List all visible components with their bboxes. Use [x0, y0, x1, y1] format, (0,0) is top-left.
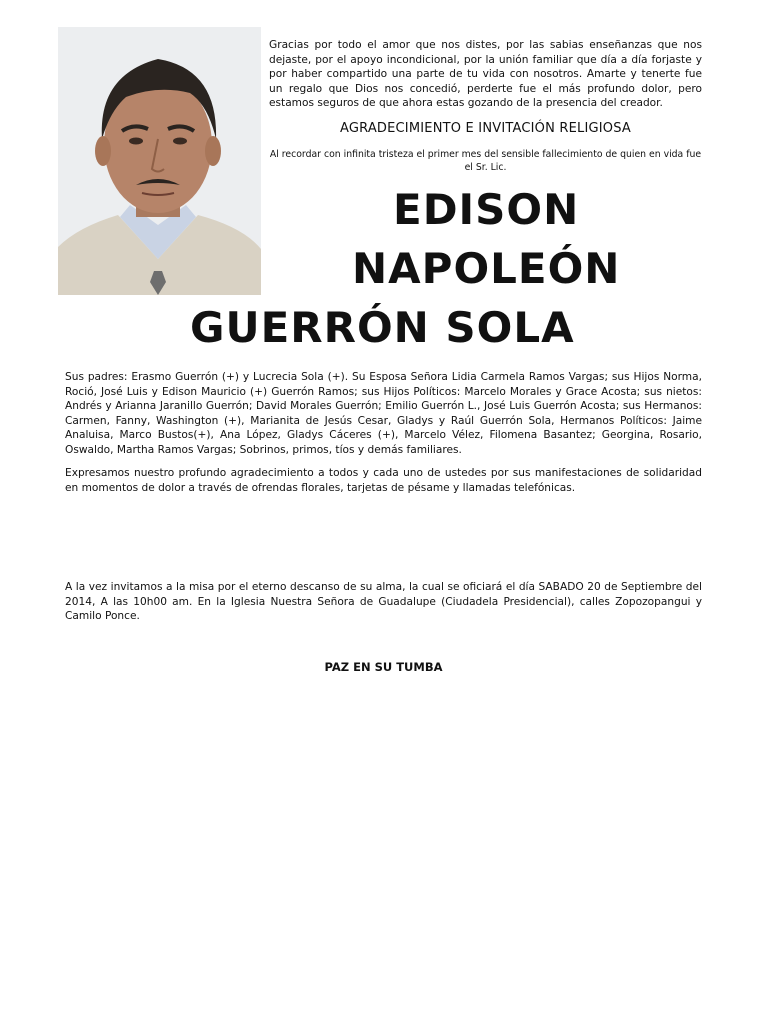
thanks-paragraph: Expresamos nuestro profundo agradecimiento a todos y cada uno de ustedes por sus manifestaciones de solidaridad en momentos de dolor a través de ofrendas florales, tarjetas de pésame y llamadas telefónicas.: [65, 467, 702, 494]
portrait-photo: [58, 27, 261, 295]
mass-paragraph: A la vez invitamos a la misa por el eterno descanso de su alma, la cual se oficiará el día SABADO 20 de Septiembre del 2014, A las 10h00 am. En la Iglesia Nuestra Señora de Guadalupe (Ciudadela Presidencial), calles Zopozopangui y Camilo Ponce.: [65, 581, 702, 623]
name-line-2: NAPOLEÓN: [352, 244, 621, 293]
closing-text: PAZ EN SU TUMBA: [324, 660, 443, 674]
intro-text: Gracias por todo el amor que nos distes, por las sabias enseñanzas que nos dejaste, por el apoyo incondicional, por la unión familiar que día a día forjaste y por haber compartido una parte de tu vida con nosotros. Amarte y tenerte fue un regalo que Dios nos concedió, perderte fue el más profundo dolor, pero estamos seguros de que ahora estas gozando de la presencia del creador.: [269, 39, 702, 110]
name-line-3: GUERRÓN SOLA: [190, 303, 575, 352]
section-heading: AGRADECIMIENTO E INVITACIÓN RELIGIOSA: [339, 121, 632, 136]
name-line-1: EDISON: [393, 185, 580, 234]
remembrance-text: Al recordar con infinita tristeza el primer mes del sensible fallecimiento de quien en vida fue el Sr. Lic.: [269, 149, 702, 174]
family-paragraph: Sus padres: Erasmo Guerrón (+) y Lucrecia Sola (+). Su Esposa Señora Lidia Carmela Ramos Vargas; sus Hijos Norma, Roció, José Luis y Edison Mauricio (+) Guerrón Ramos; sus Hijos Políticos: Marcelo Morales y Grace Acosta; sus nietos: Andrés y Arianna Jaranillo Guerrón; David Morales Guerrón; Emilio Guerrón L., José Luis Guerrón Acosta; sus Hermanos: Carmen, Fanny, Washington (+), Marianita de Jesús Cesar, Gladys y Raúl Guerrón Sola, Hermanos Políticos: Jaime Analuisa, Marco Bustos(+), Ana López, Gladys Cáceres (+), Marcelo Vélez, Filomena Basantez; Georgina, Rosario, Oswaldo, Martha Ramos Vargas; Sobrinos, primos, tíos y demás familiares.: [65, 371, 702, 456]
portrait-illustration: [58, 27, 261, 295]
